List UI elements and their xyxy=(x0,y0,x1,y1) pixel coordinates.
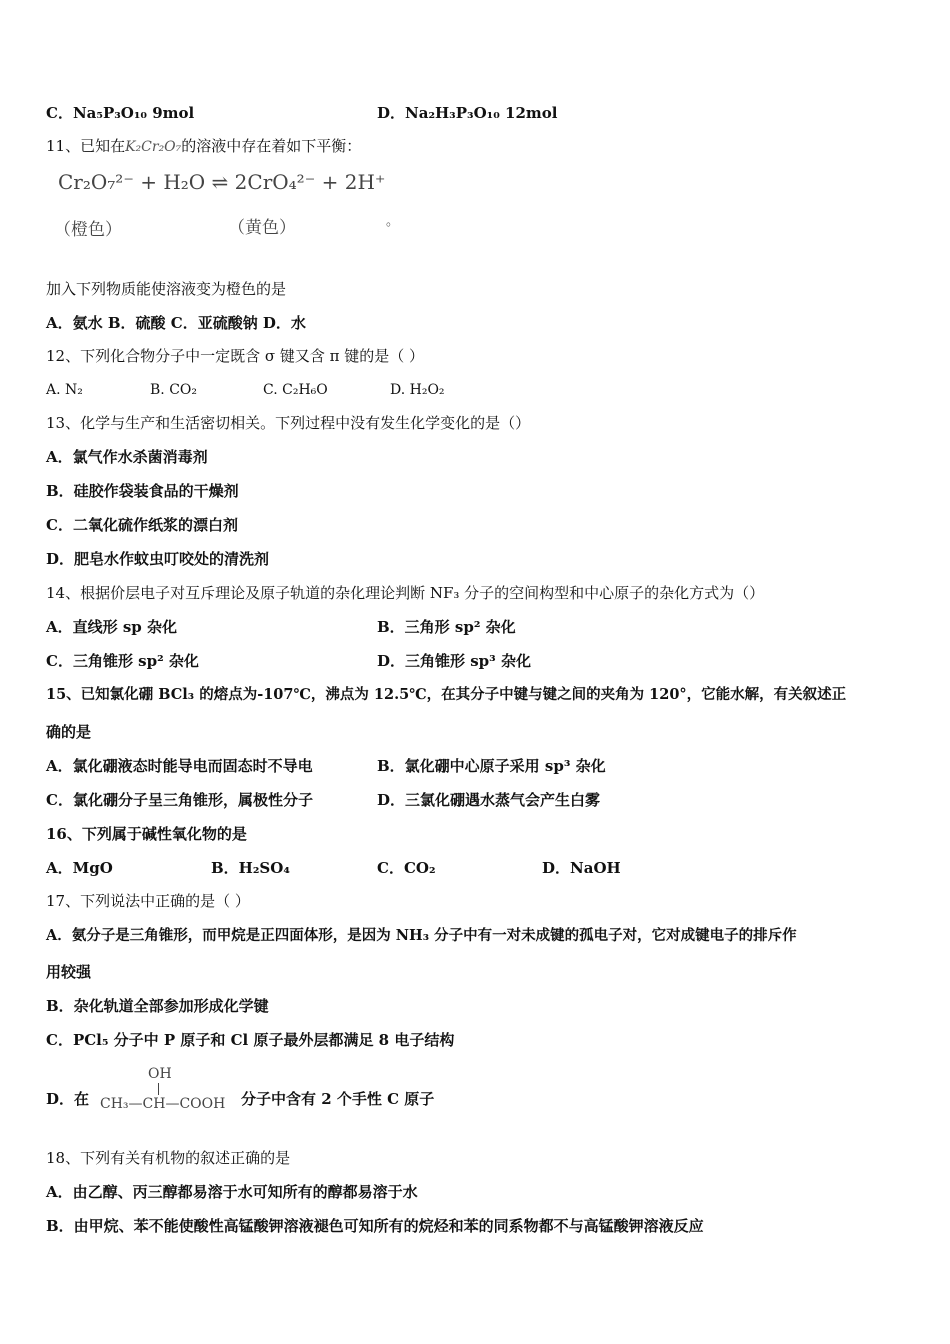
q11-stem-suffix: 的溶液中存在着如下平衡： xyxy=(181,137,362,155)
q14-option-b: B．三角形 sp² 杂化 xyxy=(377,618,516,636)
q11-options: A．氨水 B．硫酸 C．亚硫酸钠 D．水 xyxy=(46,314,306,332)
q18-option-a: A．由乙醇、丙三醇都易溶于水可知所有的醇都易溶于水 xyxy=(46,1183,418,1201)
q11-question: 加入下列物质能使溶液变为橙色的是 xyxy=(46,280,287,298)
q12-option-a: A. N₂ xyxy=(46,382,83,398)
q16-option-a: A．MgO xyxy=(46,859,113,877)
q11-stem-prefix: 11、已知在 xyxy=(46,137,126,155)
q17-option-b: B．杂化轨道全部参加形成化学键 xyxy=(46,997,269,1015)
q12-option-d: D. H₂O₂ xyxy=(390,382,445,398)
q17-option-a-line1: A．氨分子是三角锥形，而甲烷是正四面体形，是因为 NH₃ 分子中有一对未成键的孤电子对，它对成键电子的排斥作 xyxy=(46,927,797,944)
q16-option-b: B．H₂SO₄ xyxy=(211,859,290,877)
q12-option-b: B. CO₂ xyxy=(150,382,197,398)
q12-option-c: C. C₂H₆O xyxy=(263,382,328,398)
q13-option-a: A．氯气作水杀菌消毒剂 xyxy=(46,448,208,466)
q11-equation: Cr₂O₇²⁻ + H₂O ⇌ 2CrO₄²⁻ + 2H⁺ xyxy=(58,170,386,194)
q18-option-b: B．由甲烷、苯不能使酸性高锰酸钾溶液褪色可知所有的烷烃和苯的同系物都不与高锰酸钾溶液反应 xyxy=(46,1217,704,1235)
q17-stem: 17、下列说法中正确的是（ ） xyxy=(46,892,250,910)
q15-stem-line1: 15、已知氯化硼 BCl₃ 的熔点为-107℃，沸点为 12.5℃，在其分子中键与键之间的夹角为 120°，它能水解，有关叙述正 xyxy=(46,686,847,703)
q15-option-d: D．三氯化硼遇水蒸气会产生白雾 xyxy=(377,791,601,809)
q11-yellow-label: （黄色） xyxy=(228,218,296,238)
q13-option-b: B．硅胶作袋装食品的干燥剂 xyxy=(46,482,239,500)
q13-stem: 13、化学与生产和生活密切相关。下列过程中没有发生化学变化的是（） xyxy=(46,414,531,432)
q17-option-d-prefix: D．在 xyxy=(46,1090,90,1108)
q15-option-c: C．氯化硼分子呈三角锥形，属极性分子 xyxy=(46,791,313,809)
q14-stem: 14、根据价层电子对互斥理论及原子轨道的杂化理论判断 NF₃ 分子的空间构型和中心原子的杂化方式为（） xyxy=(46,584,765,602)
q12-stem: 12、下列化合物分子中一定既含 σ 键又含 π 键的是（ ） xyxy=(46,347,425,365)
q17-option-a-line2: 用较强 xyxy=(46,963,92,981)
q15-option-a: A．氯化硼液态时能导电而固态时不导电 xyxy=(46,757,313,775)
q11-formula: K₂Cr₂O₇ xyxy=(125,139,182,155)
q15-stem-line2: 确的是 xyxy=(46,723,92,741)
q16-option-c: C．CO₂ xyxy=(377,859,436,877)
option-d-prev: D．Na₂H₃P₃O₁₀ 12mol xyxy=(377,104,558,122)
q14-option-a: A．直线形 sp 杂化 xyxy=(46,618,178,636)
q14-option-d: D．三角锥形 sp³ 杂化 xyxy=(377,652,531,670)
option-c-prev: C．Na₅P₃O₁₀ 9mol xyxy=(46,104,195,122)
q14-option-c: C．三角锥形 sp² 杂化 xyxy=(46,652,199,670)
lactic-acid-oh: OH xyxy=(148,1066,172,1082)
q17-option-d-suffix: 分子中含有 2 个手性 C 原子 xyxy=(241,1090,435,1108)
q15-option-b: B．氯化硼中心原子采用 sp³ 杂化 xyxy=(377,757,606,775)
q11-stem xyxy=(46,136,361,157)
q13-option-c: C．二氧化硫作纸浆的漂白剂 xyxy=(46,516,238,534)
q16-option-d: D．NaOH xyxy=(542,859,621,877)
q11-end-mark: 。 xyxy=(386,214,400,229)
lactic-acid-chain: CH₃—CH—COOH xyxy=(100,1096,226,1112)
q16-stem: 16、下列属于碱性氧化物的是 xyxy=(46,825,247,843)
q13-option-d: D．肥皂水作蚊虫叮咬处的清洗剂 xyxy=(46,550,270,568)
q17-option-c: C．PCl₅ 分子中 P 原子和 Cl 原子最外层都满足 8 电子结构 xyxy=(46,1031,455,1049)
lactic-acid-bond xyxy=(158,1083,159,1095)
q18-stem: 18、下列有关有机物的叙述正确的是 xyxy=(46,1149,291,1167)
q11-orange-label: （橙色） xyxy=(54,220,122,240)
